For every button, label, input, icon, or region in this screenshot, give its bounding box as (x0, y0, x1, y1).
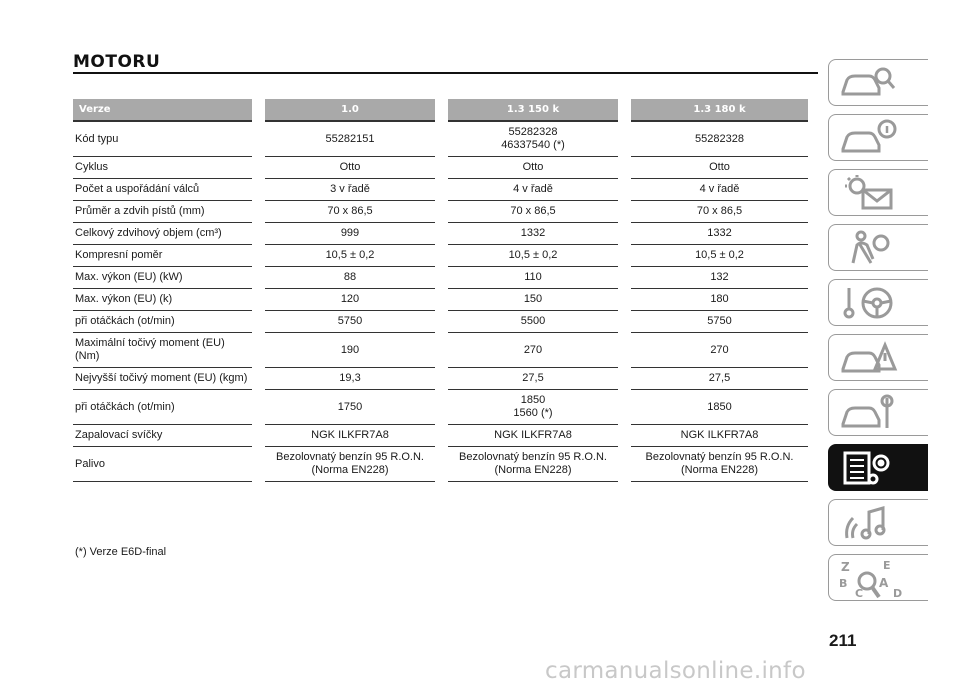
cell-1-3-180: 70 x 86,5 (631, 201, 808, 223)
cell-1-3-180: 1332 (631, 223, 808, 245)
header-1-0: 1.0 (265, 99, 435, 120)
svg-text:B: B (839, 577, 848, 590)
table-row (73, 179, 808, 201)
cell-1-0: 10,5 ± 0,2 (265, 245, 435, 267)
car-search-icon (839, 64, 899, 102)
cell-1-3-150: Bezolovnatý benzín 95 R.O.N. (Norma EN228) (448, 447, 618, 482)
row-label: Kód typu (73, 120, 252, 157)
cell-1-3-180: 132 (631, 267, 808, 289)
row-label: Nejvyšší točivý moment (EU) (kgm) (73, 368, 252, 390)
row-label: Kompresní poměr (73, 245, 252, 267)
car-info-icon (839, 119, 899, 157)
cell-1-0: 1750 (265, 390, 435, 425)
cell-1-3-180: NGK ILKFR7A8 (631, 425, 808, 447)
cell-1-0: 5750 (265, 311, 435, 333)
row-label: Počet a uspořádání válců (73, 179, 252, 201)
cell-1-3-150: 270 (448, 333, 618, 368)
svg-text:D: D (893, 587, 903, 600)
cell-1-3-150: 150 (448, 289, 618, 311)
title-rule (73, 72, 818, 74)
cell-1-0: Bezolovnatý benzín 95 R.O.N. (Norma EN228) (265, 447, 435, 482)
cell-1-3-150: 1850 1560 (*) (448, 390, 618, 425)
table-row (73, 368, 808, 390)
row-label: Maximální točivý moment (EU) (Nm) (73, 333, 252, 368)
cell-1-3-150: 10,5 ± 0,2 (448, 245, 618, 267)
header-1-3-150: 1.3 150 k (448, 99, 618, 120)
row-label: Max. výkon (EU) (k) (73, 289, 252, 311)
tab-maintenance[interactable] (828, 389, 928, 436)
table-row (73, 447, 808, 482)
alphabetical-index-icon (839, 559, 909, 603)
cell-1-3-180: 5750 (631, 311, 808, 333)
cell-1-0: NGK ILKFR7A8 (265, 425, 435, 447)
watermark: carmanualsonline.info (545, 658, 806, 684)
tab-index[interactable] (828, 554, 928, 601)
cell-1-0: 55282151 (265, 120, 435, 157)
cell-1-3-180: 27,5 (631, 368, 808, 390)
cell-1-0: 3 v řadě (265, 179, 435, 201)
row-label: Palivo (73, 447, 252, 482)
table-row (73, 311, 808, 333)
tab-emergency[interactable] (828, 334, 928, 381)
car-wrench-icon (839, 394, 899, 432)
steering-wheel-key-icon (839, 284, 899, 322)
cell-1-0: 19,3 (265, 368, 435, 390)
table-row (73, 425, 808, 447)
tab-technical-data[interactable] (828, 444, 928, 491)
tab-car-search[interactable] (828, 59, 928, 106)
table-row (73, 333, 808, 368)
page-title: MOTORU (73, 52, 161, 72)
cell-1-3-150: NGK ILKFR7A8 (448, 425, 618, 447)
row-label: Celkový zdvihový objem (cm³) (73, 223, 252, 245)
cell-1-3-150: 5500 (448, 311, 618, 333)
svg-text:E: E (883, 559, 891, 572)
svg-text:Z: Z (841, 560, 850, 574)
cell-1-0: 190 (265, 333, 435, 368)
chapter-sidebar (828, 59, 929, 609)
cell-1-3-180: 10,5 ± 0,2 (631, 245, 808, 267)
table-row (73, 390, 808, 425)
cell-1-3-180: Otto (631, 157, 808, 179)
table-row (73, 289, 808, 311)
svg-text:A: A (879, 576, 889, 590)
cell-1-3-150: 110 (448, 267, 618, 289)
cell-1-0: Otto (265, 157, 435, 179)
cell-1-3-150: Otto (448, 157, 618, 179)
row-label: při otáčkách (ot/min) (73, 311, 252, 333)
cell-1-3-180: 1850 (631, 390, 808, 425)
cell-1-3-150: 1332 (448, 223, 618, 245)
engine-spec-table (73, 99, 808, 482)
cell-1-0: 88 (265, 267, 435, 289)
header-version: Verze (73, 99, 252, 120)
row-label: při otáčkách (ot/min) (73, 390, 252, 425)
tab-car-info[interactable] (828, 114, 928, 161)
cell-1-0: 999 (265, 223, 435, 245)
warning-light-envelope-icon (839, 174, 899, 212)
multimedia-music-icon (839, 504, 899, 542)
row-label: Cyklus (73, 157, 252, 179)
table-row (73, 267, 808, 289)
tab-multimedia[interactable] (828, 499, 928, 546)
cell-1-3-150: 55282328 46337540 (*) (448, 120, 618, 157)
tab-starting-driving[interactable] (828, 279, 928, 326)
technical-data-gear-icon (839, 449, 899, 487)
footnote: (*) Verze E6D-final (75, 546, 167, 558)
cell-1-3-180: 55282328 (631, 120, 808, 157)
cell-1-0: 70 x 86,5 (265, 201, 435, 223)
page-number: 211 (829, 631, 857, 650)
cell-1-0: 120 (265, 289, 435, 311)
table-row (73, 157, 808, 179)
row-label: Průměr a zdvih pístů (mm) (73, 201, 252, 223)
cell-1-3-180: 270 (631, 333, 808, 368)
table-row (73, 223, 808, 245)
table-header-row (73, 99, 808, 120)
cell-1-3-150: 27,5 (448, 368, 618, 390)
svg-text:C: C (855, 587, 864, 600)
airbag-seatbelt-icon (839, 229, 899, 267)
cell-1-3-180: Bezolovnatý benzín 95 R.O.N. (Norma EN228) (631, 447, 808, 482)
cell-1-3-180: 4 v řadě (631, 179, 808, 201)
cell-1-3-180: 180 (631, 289, 808, 311)
row-label: Max. výkon (EU) (kW) (73, 267, 252, 289)
row-label: Zapalovací svíčky (73, 425, 252, 447)
cell-1-3-150: 4 v řadě (448, 179, 618, 201)
table-row (73, 120, 808, 157)
tab-safety[interactable] (828, 224, 928, 271)
cell-1-3-150: 70 x 86,5 (448, 201, 618, 223)
table-row (73, 201, 808, 223)
header-1-3-180: 1.3 180 k (631, 99, 808, 120)
car-road-warning-icon (839, 339, 899, 377)
tab-warning-lights[interactable] (828, 169, 928, 216)
table-row (73, 245, 808, 267)
